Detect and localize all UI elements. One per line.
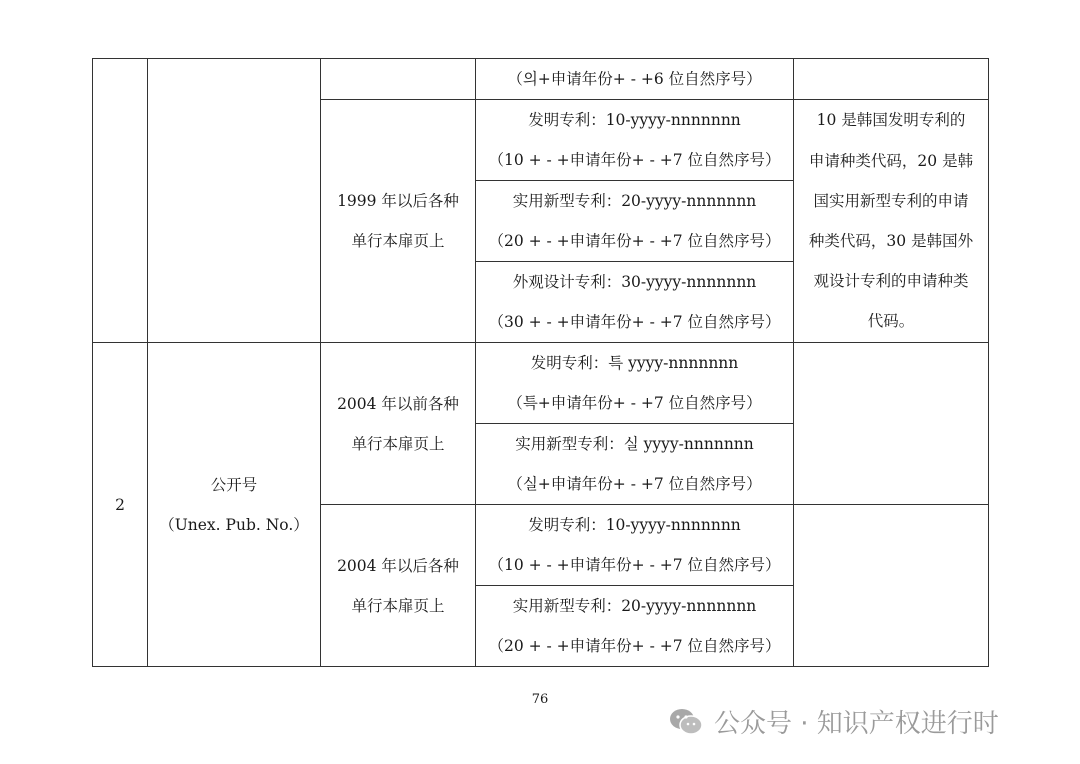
watermark [668, 703, 999, 740]
format-cell: 实用新型专利：실 yyyy-nnnnnnn （실+申请年份+ - +7 位自然序号） [476, 424, 794, 505]
note-cell-after-2004 [794, 505, 989, 667]
format-cell: （의+申请年份+ - +6 位自然序号） [476, 59, 794, 100]
period-cell-1999: 1999 年以后各种 单行本扉页上 [321, 100, 476, 343]
format-cell: 发明专利：10-yyyy-nnnnnnn （10 + - +申请年份+ - +7 位自然序号） [476, 100, 794, 181]
note-cell [794, 59, 989, 100]
row1-number-cell [93, 59, 148, 343]
period-cell-before-2004: 2004 年以前各种 单行本扉页上 [321, 343, 476, 505]
format-cell: 外观设计专利：30-yyyy-nnnnnnn （30 + - +申请年份+ - +7 位自然序号） [476, 262, 794, 343]
format-cell: 发明专利：특 yyyy-nnnnnnn （특+申请年份+ - +7 位自然序号） [476, 343, 794, 424]
watermark-text: 公众号 · 知识产权进行时 [714, 709, 999, 739]
page-number: 76 [531, 692, 549, 707]
row2-number-cell: 2 [93, 343, 148, 667]
period-cell-after-2004: 2004 年以后各种 单行本扉页上 [321, 505, 476, 667]
row2-name-cell: 公开号 （Unex. Pub. No.） [148, 343, 321, 667]
row1-period-cell [321, 59, 476, 100]
format-cell: 实用新型专利：20-yyyy-nnnnnnn （20 + - +申请年份+ - +7 位自然序号） [476, 586, 794, 667]
note-cell-1999: 10 是韩国发明专利的 申请种类代码，20 是韩 国实用新型专利的申请 种类代码，30 是韩国外 观设计专利的申请种类 代码。 [794, 100, 989, 343]
format-cell: 实用新型专利：20-yyyy-nnnnnnn （20 + - +申请年份+ - +7 位自然序号） [476, 181, 794, 262]
patent-number-table [92, 58, 989, 667]
wechat-icon [668, 707, 704, 737]
format-cell: 发明专利：10-yyyy-nnnnnnn （10 + - +申请年份+ - +7 位自然序号） [476, 505, 794, 586]
note-cell-before-2004 [794, 343, 989, 505]
row1-name-cell [148, 59, 321, 343]
